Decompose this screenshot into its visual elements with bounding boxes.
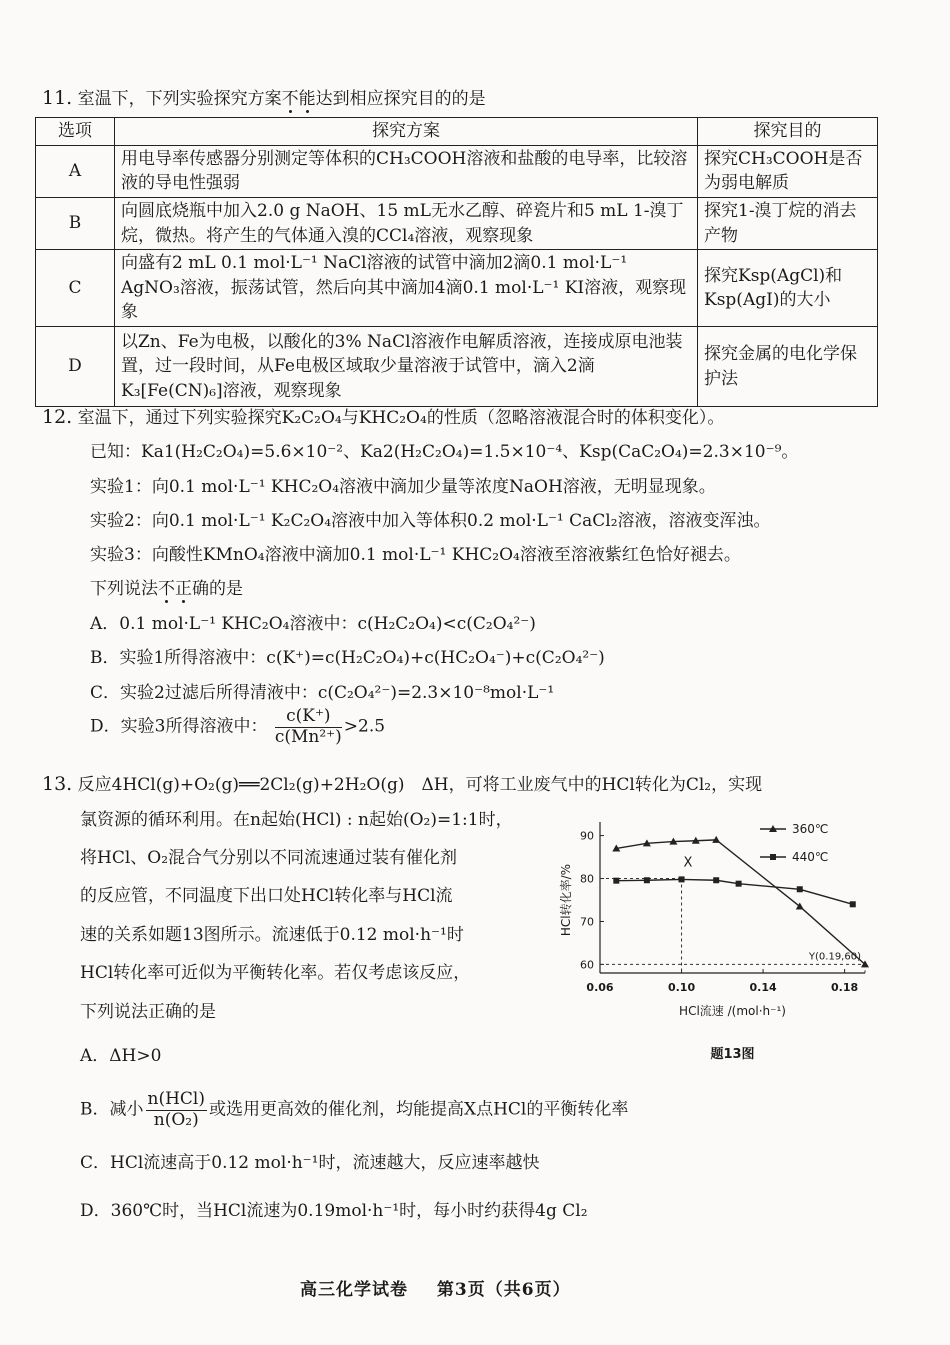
q13-line7: 下列说法正确的是 bbox=[80, 1002, 216, 1022]
fraction-denominator: c(Mn²⁺) bbox=[274, 726, 342, 747]
legend-label: 440℃ bbox=[792, 850, 829, 864]
q12-ask bbox=[90, 574, 243, 599]
table-header-row bbox=[36, 118, 878, 146]
q12-option-c: C．实验2过滤后所得清液中：c(C₂O₄²⁻)=2.3×10⁻⁸mol·L⁻¹ bbox=[90, 683, 555, 703]
x-axis-label: HCl流速 /(mol·h⁻¹) bbox=[679, 1004, 786, 1018]
q13-option-b bbox=[80, 1090, 628, 1130]
fraction-denominator: n(O₂) bbox=[153, 1109, 199, 1130]
q12-number: 12. bbox=[42, 406, 73, 428]
table-row bbox=[36, 250, 878, 327]
q11-emphasis-neng: 能 bbox=[298, 89, 316, 109]
header-option: 选项 bbox=[36, 118, 115, 146]
q11-stem-text-a: 室温下，下列实验探究方案 bbox=[77, 89, 282, 109]
x-tick-label: 0.14 bbox=[749, 981, 777, 994]
row-goal: 探究1-溴丁烷的消去产物 bbox=[698, 197, 878, 249]
x-tick-label: 0.18 bbox=[831, 981, 859, 994]
header-plan: 探究方案 bbox=[115, 118, 698, 146]
q13-option-b-suffix: 或选用更高效的催化剂，均能提高X点HCl的平衡转化率 bbox=[208, 1099, 629, 1120]
table-row bbox=[36, 327, 878, 407]
q12-option-d-suffix: >2.5 bbox=[343, 716, 386, 737]
data-point-square bbox=[613, 878, 619, 884]
q12-ask-b: 确的是 bbox=[192, 579, 243, 599]
q12-ask-a: 下列说法 bbox=[90, 579, 158, 599]
row-plan: 向盛有2 mL 0.1 mol·L⁻¹ NaCl溶液的试管中滴加2滴0.1 mol·L⁻¹ AgNO₃溶液，振荡试管，然后向其中滴加4滴0.1 mol·L⁻¹ KI溶液，观察现象 bbox=[115, 250, 698, 327]
q11-stem-text-b: 达到相应探究目的的是 bbox=[315, 89, 486, 109]
q12-stem-text: 室温下，通过下列实验探究K₂C₂O₄与KHC₂O₄的性质（忽略溶液混合时的体积变化）。 bbox=[77, 408, 725, 428]
q13-line6: HCl转化率可近似为平衡转化率。若仅考虑该反应， bbox=[80, 963, 471, 983]
legend-marker-square bbox=[770, 854, 776, 860]
q13-line2: 氯资源的循环利用。在n起始(HCl) : n起始(O₂)=1:1时， bbox=[80, 810, 513, 830]
q11-table bbox=[35, 117, 878, 407]
data-point-square bbox=[797, 886, 803, 892]
q12-emphasis-zheng: 正 bbox=[175, 579, 192, 599]
fraction-numerator: n(HCl) bbox=[147, 1089, 205, 1109]
fraction-numerator: c(K⁺) bbox=[275, 707, 342, 728]
q13-line5: 速的关系如题13图所示。流速低于0.12 mol·h⁻¹时 bbox=[80, 925, 464, 945]
data-point-square bbox=[679, 876, 685, 882]
y-tick-label: 90 bbox=[580, 829, 594, 843]
y-axis-label: HCl转化率/% bbox=[559, 863, 573, 937]
conversion-chart bbox=[550, 805, 880, 1075]
y-tick-label: 80 bbox=[580, 872, 594, 886]
table-row bbox=[36, 197, 878, 249]
q11-stem bbox=[42, 84, 882, 109]
q13-option-a: A．ΔH>0 bbox=[80, 1046, 162, 1066]
header-goal: 探究目的 bbox=[698, 118, 878, 146]
q12-option-d-prefix: D．实验3所得溶液中： bbox=[90, 716, 268, 737]
q13-number: 13. bbox=[42, 773, 73, 795]
annotation-y: Y(0.19,60) bbox=[808, 951, 861, 963]
series-line-440 bbox=[616, 879, 852, 904]
y-tick-label: 60 bbox=[580, 958, 594, 972]
q11-number: 11. bbox=[42, 87, 73, 109]
q13-line4: 的反应管，不同温度下出口处HCl转化率与HCl流 bbox=[80, 886, 453, 906]
q13-option-c: C．HCl流速高于0.12 mol·h⁻¹时，流速越大，反应速率越快 bbox=[80, 1153, 540, 1173]
footer-page: 第3页（共6页） bbox=[436, 1280, 571, 1300]
data-point-square bbox=[644, 877, 650, 883]
row-goal: 探究CH₃COOH是否为弱电解质 bbox=[698, 145, 878, 197]
q13-line1-text: 反应4HCl(g)+O₂(g)══2Cl₂(g)+2H₂O(g) ΔH，可将工业废气中的HCl转化为Cl₂，实现 bbox=[77, 775, 763, 795]
row-option: D bbox=[36, 327, 115, 407]
annotation-x: X bbox=[683, 855, 693, 871]
data-point-square bbox=[850, 901, 856, 907]
row-option: A bbox=[36, 145, 115, 197]
q12-fraction bbox=[275, 707, 342, 747]
row-option: B bbox=[36, 197, 115, 249]
legend-label: 360℃ bbox=[792, 822, 829, 836]
row-plan: 向圆底烧瓶中加入2.0 g NaOH、15 mL无水乙醇、碎瓷片和5 mL 1-溴丁烷，微热。将产生的气体通入溴的CCl₄溶液，观察现象 bbox=[115, 197, 698, 249]
q12-option-d bbox=[90, 707, 385, 747]
q12-exp3: 实验3：向酸性KMnO₄溶液中滴加0.1 mol·L⁻¹ KHC₂O₄溶液至溶液紫红色恰好褪去。 bbox=[90, 545, 741, 565]
x-tick-label: 0.10 bbox=[667, 981, 696, 994]
row-goal: 探究Ksp(AgCl)和Ksp(AgI)的大小 bbox=[698, 250, 878, 327]
data-point-square bbox=[736, 881, 742, 887]
q12-option-b: B．实验1所得溶液中：c(K⁺)=c(H₂C₂O₄)+c(HC₂O₄⁻)+c(C₂O₄²⁻) bbox=[90, 648, 605, 668]
y-tick-label: 70 bbox=[580, 915, 594, 929]
q12-emphasis-not: 不 bbox=[158, 579, 175, 599]
q13-line3: 将HCl、O₂混合气分别以不同流速通过装有催化剂 bbox=[80, 848, 458, 868]
row-goal: 探究金属的电化学保护法 bbox=[698, 327, 878, 407]
q13-fraction bbox=[146, 1090, 207, 1130]
q12-known: 已知：Ka1(H₂C₂O₄)=5.6×10⁻²、Ka2(H₂C₂O₄)=1.5×10⁻⁴、Ksp(CaC₂O₄)=2.3×10⁻⁹。 bbox=[90, 442, 799, 462]
q13-option-d: D．360℃时，当HCl流速为0.19mol·h⁻¹时，每小时约获得4g Cl₂ bbox=[80, 1201, 588, 1221]
page-footer bbox=[300, 1275, 571, 1300]
row-plan: 以Zn、Fe为电极，以酸化的3% NaCl溶液作电解质溶液，连接成原电池装置，过一段时间，从Fe电极区域取少量溶液于试管中，滴入2滴K₃[Fe(CN)₆]溶液，观察现象 bbox=[115, 327, 698, 407]
chart-caption: 题13图 bbox=[710, 1047, 755, 1062]
data-point-square bbox=[713, 877, 719, 883]
table-row bbox=[36, 145, 878, 197]
q12-stem bbox=[42, 403, 724, 428]
q12-exp1: 实验1：向0.1 mol·L⁻¹ KHC₂O₄溶液中滴加少量等浓度NaOH溶液，无明显现象。 bbox=[90, 477, 716, 497]
q11-emphasis-not: 不 bbox=[281, 89, 299, 109]
row-option: C bbox=[36, 250, 115, 327]
q13-option-b-prefix: B．减小 bbox=[80, 1099, 144, 1120]
q12-exp2: 实验2：向0.1 mol·L⁻¹ K₂C₂O₄溶液中加入等体积0.2 mol·L⁻¹ CaCl₂溶液，溶液变浑浊。 bbox=[90, 511, 771, 531]
q12-option-a: A．0.1 mol·L⁻¹ KHC₂O₄溶液中：c(H₂C₂O₄)<c(C₂O₄²⁻) bbox=[90, 614, 536, 634]
x-tick-label: 0.06 bbox=[586, 981, 614, 994]
footer-subject: 高三化学试卷 bbox=[300, 1280, 408, 1300]
row-plan: 用电导率传感器分别测定等体积的CH₃COOH溶液和盐酸的电导率，比较溶液的导电性强弱 bbox=[115, 145, 698, 197]
q13-line1 bbox=[42, 770, 762, 795]
